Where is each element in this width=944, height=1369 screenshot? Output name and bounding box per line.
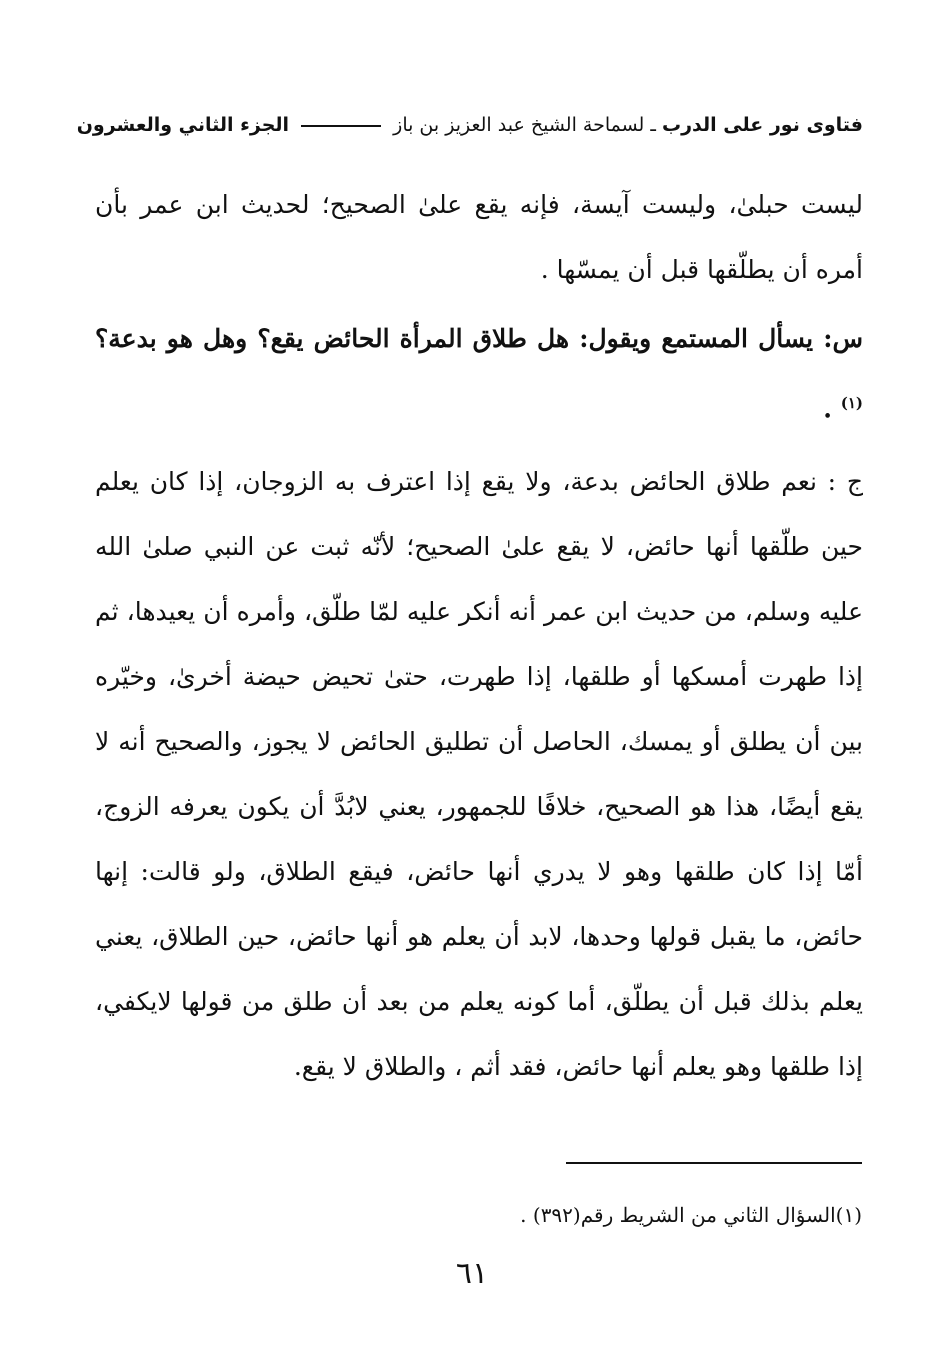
- author-name: لسماحة الشيخ عبد العزيز بن باز: [393, 114, 645, 136]
- book-title: فتاوى نور على الدرب: [662, 114, 863, 136]
- body-text: [95, 172, 863, 1099]
- question-paragraph: [95, 306, 863, 441]
- paragraph-continuation: ليست حبلىٰ، وليست آيسة، فإنه يقع علىٰ الصحيح؛ لحديث ابن عمر بأن أمره أن يطلّقها قبل أن يمسّها .: [95, 190, 863, 284]
- question-end: .: [823, 394, 841, 424]
- question-text: س: يسأل المستمع ويقول: هل طلاق المرأة الحائض يقع؟ وهل هو بدعة؟: [95, 324, 863, 353]
- title-dash: ـ: [644, 114, 656, 136]
- header-rule: [301, 125, 381, 127]
- footnote-separator: [566, 1162, 862, 1164]
- answer-paragraph: ج : نعم طلاق الحائض بدعة، ولا يقع إذا اعترف به الزوجان، إذا كان يعلم حين طلّقها أنها حائض، لا يقع علىٰ الصحيح؛ لأنّه ثبت عن النبي صلىٰ الله عليه وسلم، من حديث ابن عمر أنه أنكر عليه لمّا طلّق، وأمره أن يعيدها، ثم إذا طهرت أمسكها أو طلقها، إذا طهرت، حتىٰ تحيض حيضة أخرىٰ، وخيّره بين أن يطلق أو يمسك، الحاصل أن تطليق الحائض لا يجوز، والصحيح أنه لا يقع أيضًا، هذا هو الصحيح، خلافًا للجمهور، يعني لابُدَّ أن يكون يعرفه الزوج، أمّا إذا كان طلقها وهو لا يدري أنها حائض، فيقع الطلاق، ولو قالت: إنها حائض، ما يقبل قولها وحدها، لابد أن يعلم هو أنها حائض، حين الطلاق، يعني يعلم بذلك قبل أن يطلّق، أما كونه يعلم من بعد أن طلق من قولها لايكفي، إذا طلقها وهو يعلم أنها حائض، فقد أثم ، والطلاق لا يقع.: [95, 467, 864, 1082]
- part-label: الجزء الثاني والعشرون: [76, 114, 290, 136]
- footnote-marker: (١): [840, 394, 863, 412]
- running-header: [76, 114, 863, 136]
- footnote: (١)السؤال الثاني من الشريط رقم(٣٩٢) .: [520, 1203, 862, 1227]
- page-number: ٦١: [455, 1256, 489, 1291]
